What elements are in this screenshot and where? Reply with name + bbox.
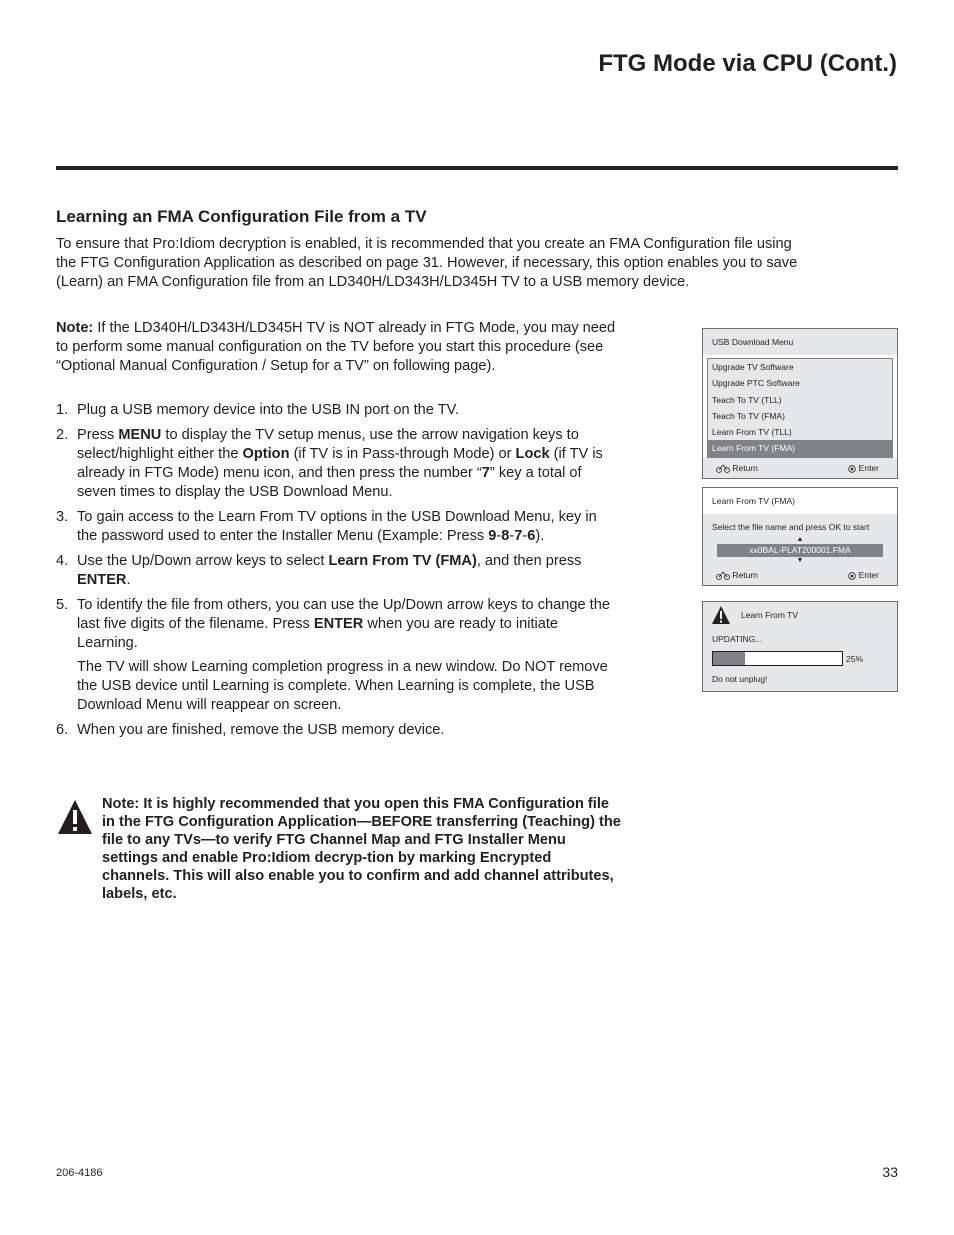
step-text: When you are finished, remove the USB memory device.	[77, 722, 445, 738]
updating-status: UPDATING...	[712, 634, 763, 644]
step-text: Plug a USB memory device into the USB IN port on the TV.	[77, 402, 460, 418]
up-arrow-icon[interactable]: ▲	[796, 536, 804, 543]
progress-bar	[712, 651, 843, 666]
enter-hint: Enter	[848, 570, 879, 580]
file-dialog-title: Learn From TV (FMA)	[703, 488, 897, 514]
step-number: 5.	[56, 597, 69, 613]
step-item	[56, 552, 621, 590]
file-dialog-body	[703, 514, 897, 565]
step-number: 4.	[56, 553, 69, 569]
progress-bar-fill	[713, 652, 745, 665]
enter-icon	[848, 465, 856, 473]
step-number: 3.	[56, 509, 69, 525]
step-number: 2.	[56, 427, 69, 443]
learn-progress-screen	[702, 601, 898, 692]
return-hint: Return	[716, 463, 758, 473]
note-paragraph	[56, 319, 621, 376]
enter-icon	[848, 572, 856, 580]
warning-note: Note: It is highly recommended that you open this FMA Configuration file in the FTG Configuration Application—BEFORE transferring (Teaching) the file to any TVs—to verify FTG Channel Map and FTG Installer Menu settings and enable Pro:Idiom decryp-tion by marking Encrypted channels. This will also enable you to confirm and add channel attributes, labels, etc.	[102, 796, 621, 902]
note-label: Note:	[56, 320, 94, 336]
progress-dialog-header	[703, 602, 897, 628]
steps-list	[56, 401, 621, 746]
menu-item-teach-to-tv-tll[interactable]: Teach To TV (TLL)	[712, 394, 782, 405]
menu-item-learn-from-tv-tll[interactable]: Learn From TV (TLL)	[712, 427, 792, 438]
step-text: To gain access to the Learn From TV options in the USB Download Menu, key in the password used to enter the Installer Menu (Example: Press 9-8-7-6).	[77, 509, 597, 544]
step-text: Use the Up/Down arrow keys to select Learn From TV (FMA), and then press ENTER.	[77, 553, 582, 588]
menu-item-teach-to-tv-fma[interactable]: Teach To TV (FMA)	[712, 410, 785, 421]
return-icon	[716, 464, 730, 473]
page-number: 33	[882, 1164, 898, 1180]
section-heading: Learning an FMA Configuration File from a TV	[56, 207, 427, 226]
usb-download-menu-screen	[702, 328, 898, 479]
step-subparagraph: The TV will show Learning completion progress in a new window. Do NOT remove the USB device until Learning is complete. When Learning is complete, the USB Download Menu will reappear on screen.	[77, 659, 608, 713]
header-rule	[56, 166, 898, 170]
warning-icon	[711, 605, 731, 625]
document-code: 206-4186	[56, 1167, 103, 1179]
step-item	[56, 721, 621, 740]
progress-dialog-title: Learn From TV	[741, 610, 799, 620]
step-item	[56, 426, 621, 502]
file-dialog-footer	[703, 565, 897, 585]
return-icon	[716, 571, 730, 580]
file-prompt: Select the file name and press OK to start	[712, 522, 870, 532]
learn-from-tv-fma-screen	[702, 487, 898, 586]
filename-field[interactable]: xx0BAL-PLAT200001.FMA	[717, 544, 883, 557]
warning-icon	[57, 799, 93, 835]
page-title: FTG Mode via CPU (Cont.)	[598, 50, 897, 77]
step-number: 6.	[56, 722, 69, 738]
usb-menu-title: USB Download Menu	[703, 329, 897, 355]
usb-menu-footer	[703, 458, 897, 478]
step-item	[56, 401, 621, 420]
step-text: To identify the file from others, you can use the Up/Down arrow keys to change the last five digits of the filename. Press ENTER when you are ready to initiate Learning.	[77, 597, 610, 651]
unplug-warning: Do not unplug!	[712, 674, 768, 684]
usb-menu-list	[707, 358, 893, 458]
step-item	[56, 508, 621, 546]
step-item	[56, 596, 621, 715]
menu-item-learn-from-tv-fma[interactable]: Learn From TV (FMA)	[708, 440, 892, 456]
return-hint: Return	[716, 570, 758, 580]
step-number: 1.	[56, 402, 69, 418]
menu-item-upgrade-ptc-software[interactable]: Upgrade PTC Software	[712, 378, 800, 389]
menu-item-upgrade-tv-software[interactable]: Upgrade TV Software	[712, 362, 794, 372]
step-text: Press MENU to display the TV setup menus, use the arrow navigation keys to select/highlight either the Option (if TV is in Pass-through Mode) or Lock (if TV is already in FTG Mode) menu icon, and then press the number “7” key a total of seven times to display the USB Download Menu.	[77, 427, 603, 500]
intro-paragraph: To ensure that Pro:Idiom decryption is enabled, it is recommended that you create an FMA Configuration file using the FTG Configuration Application as described on page 31. However, if necessary, this option enables you to save (Learn) an FMA Configuration file from an LD340H/LD343H/LD345H TV to a USB memory device.	[56, 236, 798, 290]
note-text: If the LD340H/LD343H/LD345H TV is NOT already in FTG Mode, you may need to perform some manual configuration on the TV before you start this procedure (see “Optional Manual Configuration / Setup for a TV” on following page).	[56, 320, 616, 374]
down-arrow-icon[interactable]: ▼	[796, 557, 804, 564]
enter-hint: Enter	[848, 463, 879, 473]
progress-dialog-body	[703, 628, 897, 691]
progress-percent: 25%	[846, 654, 864, 664]
